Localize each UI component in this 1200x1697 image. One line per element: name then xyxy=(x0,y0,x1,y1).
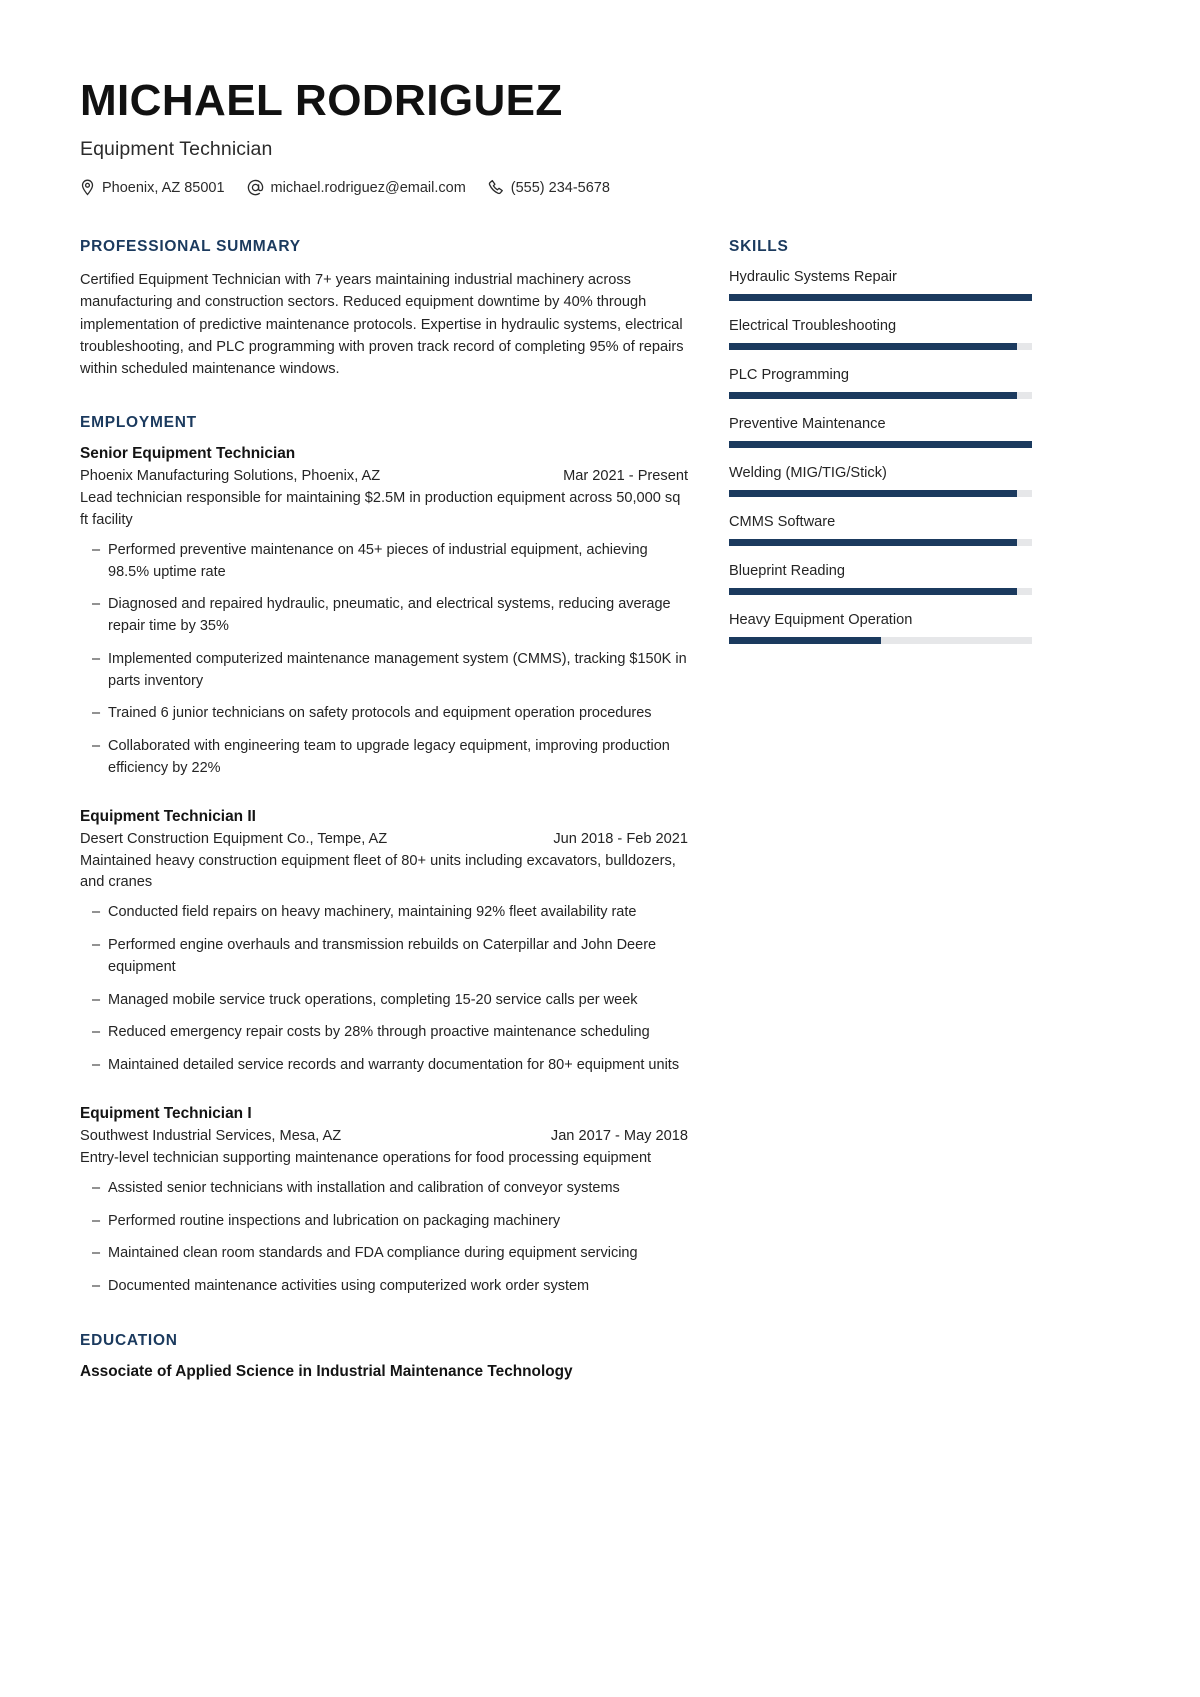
job-company: Southwest Industrial Services, Mesa, AZ xyxy=(80,1127,342,1144)
skill-item xyxy=(729,612,1032,644)
candidate-job-title: Equipment Technician xyxy=(80,138,273,161)
job-bullets xyxy=(80,1178,688,1298)
job-bullet: – Maintained clean room standards and FDA compliance during equipment servicing xyxy=(80,1243,688,1265)
job-company: Desert Construction Equipment Co., Tempe, AZ xyxy=(80,830,388,847)
section-title-employment: EMPLOYMENT xyxy=(80,414,197,432)
education-degree: Associate of Applied Science in Industrial Maintenance Technology xyxy=(80,1362,573,1380)
job-bullet: – Collaborated with engineering team to upgrade legacy equipment, improving production efficiency by 22% xyxy=(80,736,688,780)
job-meta xyxy=(80,831,688,847)
job-meta xyxy=(80,468,688,484)
resume-header xyxy=(80,78,1120,196)
contact-email-text: michael.rodriguez@email.com xyxy=(270,179,466,196)
job-description: Lead technician responsible for maintaining $2.5M in production equipment across 50,000 sq ft facility xyxy=(80,490,681,528)
skill-bar-track xyxy=(729,392,1032,399)
skill-bar-track xyxy=(729,539,1032,546)
job-description: Maintained heavy construction equipment fleet of 80+ units including excavators, bulldozers, and cranes xyxy=(80,852,676,891)
skill-bar-track xyxy=(729,343,1032,350)
skill-item xyxy=(729,514,1032,546)
skill-name: Electrical Troubleshooting xyxy=(729,318,897,335)
skill-name: CMMS Software xyxy=(729,514,836,531)
phone-icon xyxy=(488,179,504,196)
skill-item xyxy=(729,416,1032,448)
at-sign-icon xyxy=(247,179,264,196)
skill-bar-track xyxy=(729,441,1032,448)
job-meta xyxy=(80,1128,688,1144)
job-bullets xyxy=(80,540,688,780)
skill-bar-track xyxy=(729,637,1032,644)
job-entry xyxy=(80,1105,688,1298)
candidate-name: MICHAEL RODRIGUEZ xyxy=(80,76,563,125)
job-bullet: – Performed routine inspections and lubrication on packaging machinery xyxy=(80,1211,688,1233)
skill-bar-track xyxy=(729,588,1032,595)
job-bullet: – Assisted senior technicians with installation and calibration of conveyor systems xyxy=(80,1178,688,1200)
section-title-summary: PROFESSIONAL SUMMARY xyxy=(80,238,301,256)
skill-name: Welding (MIG/TIG/Stick) xyxy=(729,465,887,482)
skill-item xyxy=(729,318,1032,350)
job-bullet: – Performed engine overhauls and transmission rebuilds on Caterpillar and John Deere equipment xyxy=(80,935,688,979)
skill-name: Blueprint Reading xyxy=(729,563,846,580)
skill-item xyxy=(729,465,1032,497)
skill-name: PLC Programming xyxy=(729,367,850,384)
job-title: Equipment Technician II xyxy=(80,807,256,825)
job-entry xyxy=(80,445,688,780)
job-dates: Jun 2018 - Feb 2021 xyxy=(553,830,688,847)
job-bullet: – Diagnosed and repaired hydraulic, pneumatic, and electrical systems, reducing average repair time by 35% xyxy=(80,594,688,638)
skill-item xyxy=(729,367,1032,399)
job-bullet: – Managed mobile service truck operations, completing 15-20 service calls per week xyxy=(80,990,688,1012)
section-professional-summary xyxy=(80,238,688,380)
job-description: Entry-level technician supporting maintenance operations for food processing equipment xyxy=(80,1149,652,1166)
job-bullet: – Trained 6 junior technicians on safety protocols and equipment operation procedures xyxy=(80,703,688,725)
job-bullets xyxy=(80,902,688,1077)
skill-name: Heavy Equipment Operation xyxy=(729,612,913,629)
job-entry xyxy=(80,808,688,1077)
section-education xyxy=(80,1332,688,1381)
skill-name: Hydraulic Systems Repair xyxy=(729,269,897,286)
location-pin-icon xyxy=(80,179,95,196)
job-bullet: – Reduced emergency repair costs by 28% through proactive maintenance scheduling xyxy=(80,1022,688,1044)
skill-item xyxy=(729,563,1032,595)
job-dates: Mar 2021 - Present xyxy=(563,468,688,485)
skill-bar-fill xyxy=(729,343,1017,350)
skill-bar-track xyxy=(729,294,1032,301)
job-bullet: – Performed preventive maintenance on 45+ pieces of industrial equipment, achieving 98.5% uptime rate xyxy=(80,540,688,584)
skill-bar-fill xyxy=(729,539,1017,546)
contact-phone-text: (555) 234-5678 xyxy=(510,179,610,196)
skill-name: Preventive Maintenance xyxy=(729,416,886,433)
skill-bar-fill xyxy=(729,490,1017,497)
skill-bar-fill xyxy=(729,441,1032,448)
job-bullet: – Implemented computerized maintenance management system (CMMS), tracking $150K in parts inventory xyxy=(80,649,688,693)
section-title-education: EDUCATION xyxy=(80,1331,178,1349)
skill-bar-fill xyxy=(729,392,1017,399)
skills-column xyxy=(729,238,1032,1415)
summary-text: Certified Equipment Technician with 7+ years maintaining industrial machinery across manufacturing and construction sectors. Reduced equipment downtime by 40% through implementation of predictive maintenance protocols. Expertise in hydraulic systems, electrical troubleshooting, and PLC programming with proven track record of completing 95% of repairs within scheduled maintenance windows. xyxy=(80,272,684,377)
main-column xyxy=(80,238,688,1415)
job-bullet: – Maintained detailed service records and warranty documentation for 80+ equipment units xyxy=(80,1055,688,1077)
job-dates: Jan 2017 - May 2018 xyxy=(550,1127,688,1144)
skill-bar-fill xyxy=(729,294,1032,301)
skill-bar-track xyxy=(729,490,1032,497)
job-bullet: – Documented maintenance activities using computerized work order system xyxy=(80,1276,688,1298)
contact-row xyxy=(80,179,1120,196)
job-company: Phoenix Manufacturing Solutions, Phoenix, AZ xyxy=(80,468,381,485)
job-title: Equipment Technician I xyxy=(80,1104,252,1122)
contact-location-text: Phoenix, AZ 85001 xyxy=(102,179,225,196)
contact-phone xyxy=(488,179,610,196)
section-title-skills: SKILLS xyxy=(729,238,789,256)
section-employment xyxy=(80,414,688,1298)
job-title: Senior Equipment Technician xyxy=(80,445,296,463)
resume-body xyxy=(80,238,1120,1415)
contact-email xyxy=(247,179,466,196)
skill-bar-fill xyxy=(729,588,1017,595)
contact-location xyxy=(80,179,225,196)
skill-bar-fill xyxy=(729,637,881,644)
skill-item xyxy=(729,269,1032,301)
job-bullet: – Conducted field repairs on heavy machinery, maintaining 92% fleet availability rate xyxy=(80,902,688,924)
